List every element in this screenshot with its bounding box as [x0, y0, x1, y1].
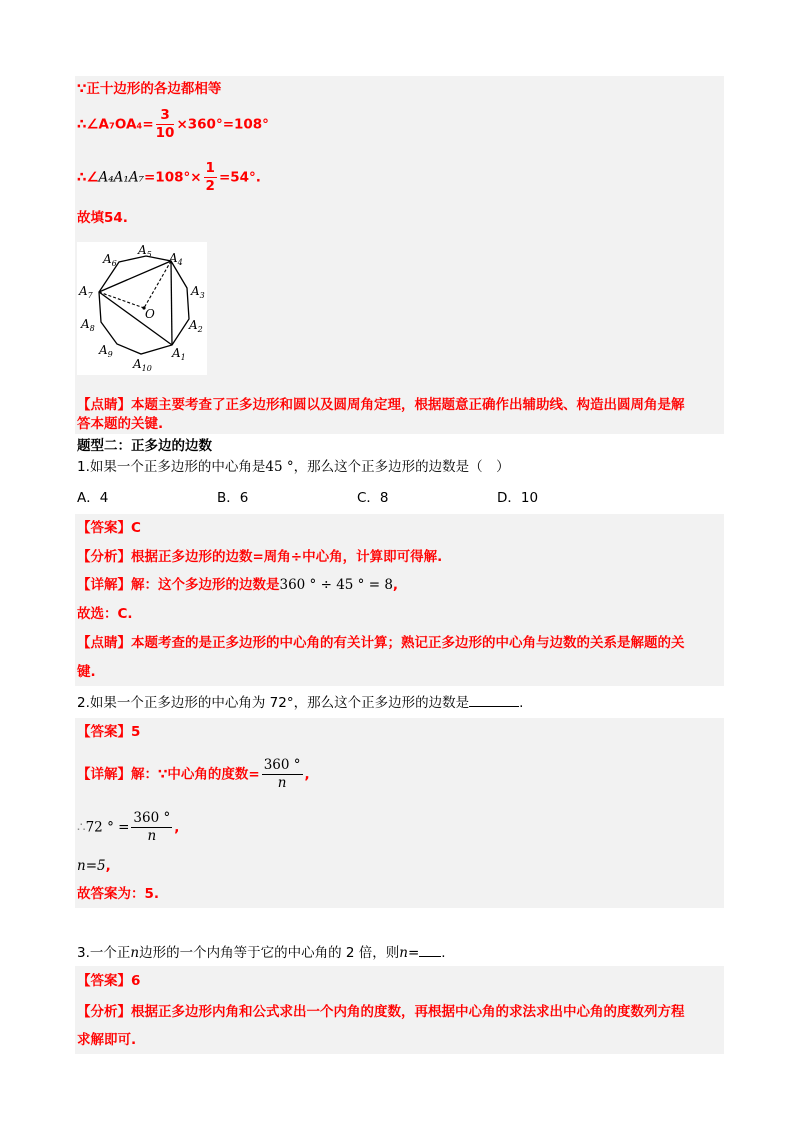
- fraction-numerator: 3: [156, 107, 175, 125]
- q1-analysis: [77, 548, 442, 566]
- q1-comment-line-1: [77, 634, 685, 652]
- figure-background: [77, 242, 207, 375]
- label-a4: $A_4$: [169, 251, 183, 267]
- angle-product: =108°×: [143, 169, 202, 186]
- question-text: 2.如果一个正多边形的中心角为 72°，那么这个正多边形的边数是: [77, 695, 470, 711]
- option-c[interactable]: C．8: [357, 490, 389, 506]
- analysis-tag: 【分析】: [77, 549, 131, 565]
- solution-line-2: [77, 107, 269, 142]
- solution-line-3: [77, 160, 261, 195]
- fraction: [262, 757, 303, 792]
- analysis-text: 根据正多边形的边数=周角÷中心角，计算即可得解.: [131, 549, 443, 565]
- solution-line-1: [77, 80, 221, 98]
- label-a2: $A_2$: [189, 318, 203, 334]
- fraction-denominator: 10: [155, 125, 175, 141]
- variable-n: n: [399, 945, 408, 961]
- result-math: n=5: [77, 858, 106, 874]
- equals-sign: =: [407, 945, 420, 961]
- angle-name: A₄A₁A₇: [98, 169, 144, 186]
- answer-tag: 【答案】: [77, 520, 131, 536]
- q2-equation: [77, 810, 179, 845]
- option-d[interactable]: D．10: [497, 490, 539, 506]
- q1-answer: [77, 519, 141, 537]
- q3-analysis-line-2: 求解即可.: [77, 1032, 137, 1048]
- q2-detail: [77, 757, 310, 792]
- label-a6: $A_6$: [103, 252, 117, 268]
- angle-result: ×360°=108°: [176, 116, 269, 133]
- detail-text: ,: [392, 577, 399, 593]
- solution-text: ∵正十边形的各边都相等: [77, 81, 222, 97]
- option-a[interactable]: A．4: [77, 490, 109, 506]
- fill-answer: 故填54.: [77, 210, 128, 226]
- solution-line-4: [77, 209, 128, 227]
- analysis-tag: 【分析】: [77, 1004, 131, 1020]
- detail-text: 解：∵中心角的度数=: [131, 766, 260, 783]
- question-text: ，那么这个正多边形的边数是（ ）: [293, 459, 510, 475]
- comment-text: 本题考查的是正多边形的中心角的有关计算；熟记正多边形的中心角与边数的关系是解题的关: [131, 635, 685, 651]
- label-a10: $A_{10}$: [133, 357, 152, 373]
- comment-tag: 【点睛】: [77, 635, 131, 651]
- answer-block-q1: [75, 514, 724, 686]
- fraction-numerator: 360 °: [263, 757, 301, 773]
- q2-answer: [77, 723, 140, 741]
- decagon-figure: [77, 242, 207, 375]
- fraction-denominator: n: [147, 828, 157, 844]
- fraction: [131, 810, 172, 845]
- comment-text: 本题主要考查了正多边形和圆以及圆周角定理，根据题意正确作出辅助线、构造出圆周角是解: [131, 397, 685, 413]
- comment-tag: 【点睛】: [77, 397, 131, 413]
- q2-result: [77, 857, 111, 875]
- label-a7: $A_7$: [79, 284, 93, 300]
- equation-left: 72 ° =: [85, 819, 130, 836]
- answer-value: 5: [131, 724, 141, 740]
- question-text: 1.如果一个正多边形的中心角是: [77, 459, 266, 475]
- angle-symbol: ∴∠: [77, 169, 99, 186]
- fraction-denominator: n: [277, 775, 287, 791]
- angle-result: =54°.: [218, 169, 261, 186]
- answer-value: C: [131, 520, 141, 536]
- comment-line-2: [77, 415, 163, 433]
- comment-line-1: [77, 396, 685, 414]
- detail-text: ,: [304, 766, 310, 783]
- label-a3: $A_3$: [191, 284, 205, 300]
- fraction-denominator: 2: [205, 178, 215, 194]
- angle-expression: ∴∠A₇OA₄=: [77, 116, 154, 133]
- answer-tag: 【答案】: [77, 973, 131, 989]
- question-2-stem: [77, 694, 523, 712]
- comment-text: 答本题的关键.: [77, 416, 164, 432]
- answer-tag: 【答案】: [77, 724, 131, 740]
- angle-value: 45 °: [265, 459, 294, 475]
- fraction-numerator: 1: [205, 160, 215, 176]
- question-text: .: [441, 945, 446, 961]
- detail-math: 360 ° ÷ 45 ° = 8: [279, 577, 393, 593]
- label-o: O: [145, 307, 155, 321]
- detail-text: 解：这个多边形的边数是: [131, 577, 280, 593]
- q3-answer: [77, 972, 140, 990]
- answer-blank[interactable]: [469, 694, 519, 707]
- section-title: 题型二：正多边的边数: [77, 438, 212, 454]
- label-a9: $A_9$: [99, 343, 113, 359]
- question-text: .: [519, 695, 524, 711]
- detail-tag: 【详解】: [77, 766, 131, 783]
- label-a5: $A_5$: [138, 243, 152, 259]
- fraction: [204, 160, 217, 195]
- q1-comment-line-2: 键.: [77, 664, 96, 680]
- label-a1: $A_1$: [172, 346, 186, 362]
- therefore-symbol: ∴: [77, 819, 86, 836]
- answer-value: 6: [131, 973, 141, 989]
- q1-detail: [77, 576, 398, 594]
- answer-blank[interactable]: [419, 944, 441, 957]
- question-text: 边形的一个内角等于它的中心角的 2 倍，则: [139, 945, 400, 961]
- q3-analysis-line-1: [77, 1003, 685, 1021]
- question-1-stem: [77, 458, 510, 476]
- fraction: [156, 107, 175, 142]
- equation-comma: ,: [174, 819, 180, 836]
- result-comma: ,: [105, 858, 111, 874]
- q1-choose: 故选：C.: [77, 606, 133, 622]
- option-b[interactable]: B．6: [217, 490, 249, 506]
- label-a8: $A_8$: [81, 317, 95, 333]
- fraction-numerator: 360 °: [133, 810, 171, 826]
- question-text: 3.一个正: [77, 945, 131, 961]
- q2-final: 故答案为：5.: [77, 886, 160, 902]
- variable-n: n: [130, 945, 140, 961]
- analysis-text: 根据正多边形内角和公式求出一个内角的度数，再根据中心角的求法求出中心角的度数列方程: [131, 1004, 685, 1020]
- detail-tag: 【详解】: [77, 577, 131, 593]
- question-3-stem: [77, 944, 446, 962]
